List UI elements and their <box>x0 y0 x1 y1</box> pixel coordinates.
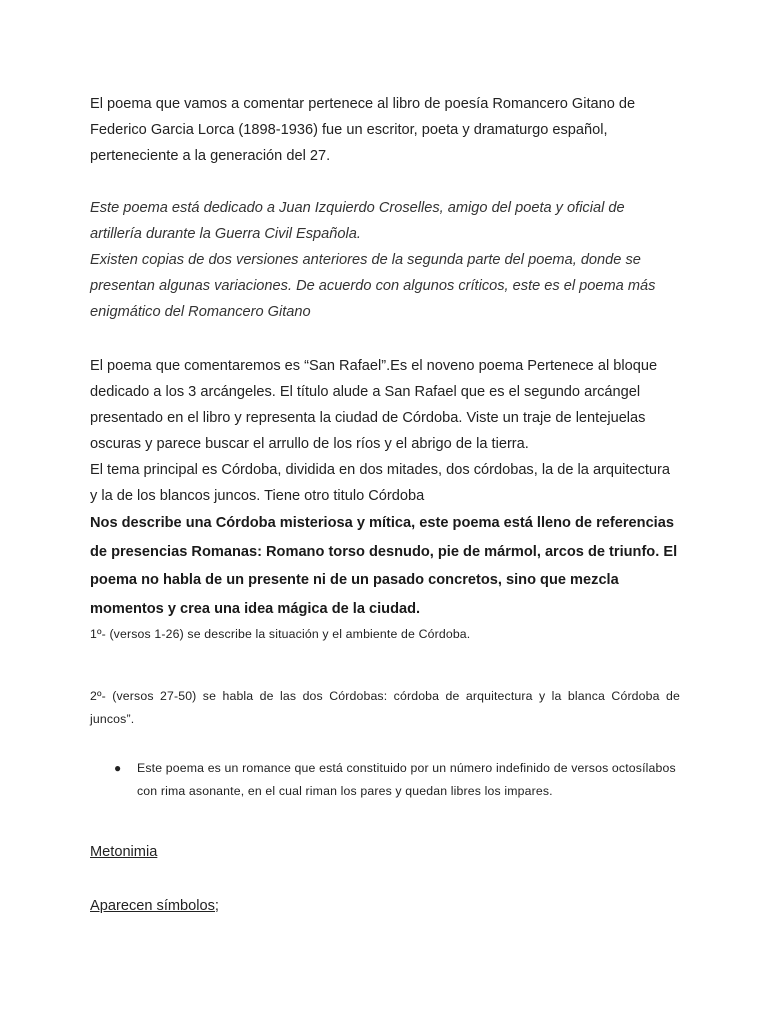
versions-paragraph: Existen copias de dos versiones anteriores de la segunda parte del poema, donde se presentan algunas variaciones. De acuerdo con algunos críticos, este es el poema más enigmático del Romancero Gitano <box>90 252 656 320</box>
bullet-text: Este poema es un romance que está constituido por un número indefinido de versos octosílabos con rima asonante, en el cual riman los pares y quedan libres los impares. <box>137 760 676 798</box>
part-one-line: 1º- (versos 1-26) se describe la situación y el ambiente de Córdoba. <box>90 627 471 641</box>
san-rafael-paragraph: El poema que comentaremos es “San Rafael”.Es el noveno poema Pertenece al bloque dedicado a los 3 arcángeles. El título alude a San Rafael que es el segundo arcángel presentado en el libro y representa la ciudad de Córdoba. Viste un traje de lentejuelas oscuras y parece buscar el arrullo de los ríos y el abrigo de la tierra. <box>90 358 658 452</box>
part-two-line: 2º- (versos 27-50) se habla de las dos Córdobas: córdoba de arquitectura y la blanca Córdoba de juncos”. <box>90 688 680 726</box>
tema-paragraph: El tema principal es Córdoba, dividida en dos mitades, dos córdobas, la de la arquitectura y la de los blancos juncos. Tiene otro titulo Córdoba <box>90 462 671 504</box>
bullet-icon: ● <box>114 760 122 775</box>
list-item <box>90 757 680 803</box>
dedication-paragraph: Este poema está dedicado a Juan Izquierdo Croselles, amigo del poeta y oficial de artillería durante la Guerra Civil Española. <box>90 200 625 242</box>
heading-metonimia: Metonimia <box>90 843 158 860</box>
intro-paragraph: El poema que vamos a comentar pertenece al libro de poesía Romancero Gitano de Federico Garcia Lorca (1898-1936) fue un escritor, poeta y dramaturgo español, perteneciente a la generación del 27. <box>90 96 636 164</box>
bold-description-paragraph: Nos describe una Córdoba misteriosa y mítica, este poema está lleno de referencias de presencias Romanas: Romano torso desnudo, pie de mármol, arcos de triunfo. El poema no habla de un presente ni de un pasado concretos, sino que mezcla momentos y crea una idea mágica de la ciudad. <box>90 515 678 617</box>
document-page <box>90 91 680 917</box>
heading-simbolos: Aparecen símbolos; <box>90 897 219 914</box>
